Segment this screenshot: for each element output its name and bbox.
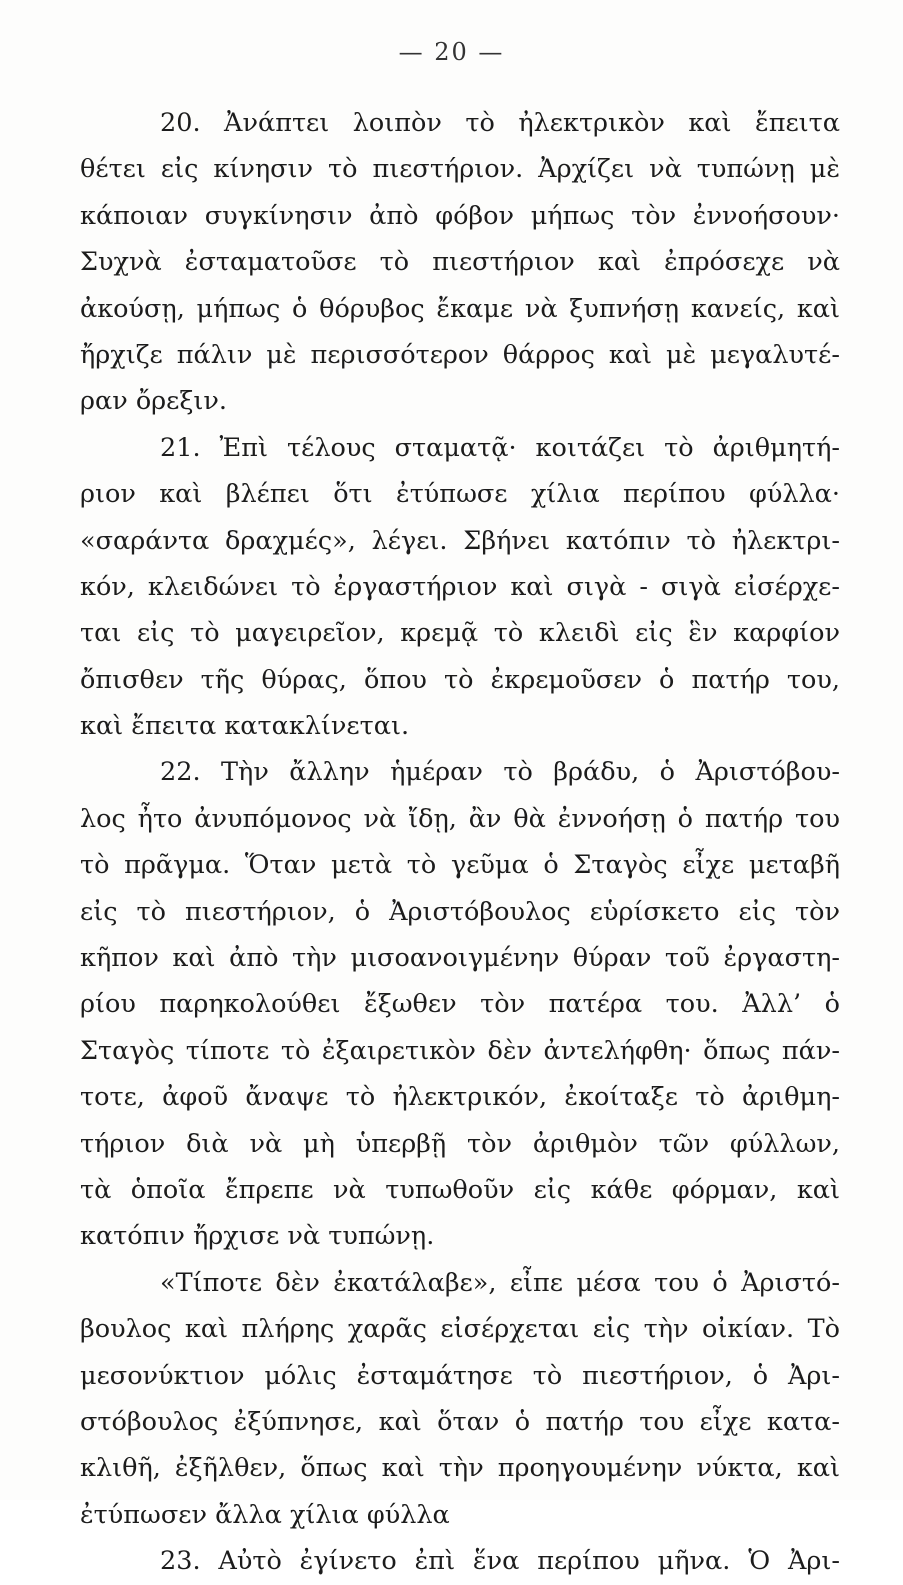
text-line: 23. Αὐτὸ ἐγίνετο ἐπὶ ἕνα περίπου μῆνα. Ὁ Ἀρι-	[160, 1546, 840, 1577]
text-line: ραν ὄρεξιν.	[80, 386, 228, 417]
text-line: λος ἦτο ἀνυπόμονος νὰ ἴδῃ, ἂν θὰ ἐννοήσῃ ὁ πατήρ του	[80, 803, 840, 834]
text-line: 21. Ἐπὶ τέλους σταματᾷ· κοιτάζει τὸ ἀριθμητή-	[160, 432, 840, 463]
text-line: ἀκούσῃ, μήπως ὁ θόρυβος ἔκαμε νὰ ξυπνήσῃ κανείς, καὶ	[80, 293, 840, 324]
text-line: κάποιαν συγκίνησιν ἀπὸ φόβον μήπως τὸν ἐννοήσουν·	[80, 200, 840, 231]
text-line: μεσονύκτιον μόλις ἐσταμάτησε τὸ πιεστήριον, ὁ Ἀρι-	[80, 1360, 840, 1391]
text-line: τὸ πρᾶγμα. Ὅταν μετὰ τὸ γεῦμα ὁ Σταγὸς εἶχε μεταβῆ	[80, 850, 840, 881]
text-line: 22. Τὴν ἄλλην ἡμέραν τὸ βράδυ, ὁ Ἀριστόβου-	[160, 757, 840, 788]
text-line: 20. Ἀνάπτει λοιπὸν τὸ ἠλεκτρικὸν καὶ ἔπειτα	[160, 108, 840, 138]
text-line: «σαράντα δραχμές», λέγει. Σβήνει κατόπιν τὸ ἠλεκτρι-	[80, 525, 840, 556]
text-line: ται εἰς τὸ μαγειρεῖον, κρεμᾷ τὸ κλειδὶ εἰς ἓν καρφίον	[80, 618, 840, 649]
text-line: τοτε, ἀφοῦ ἄναψε τὸ ἠλεκτρικόν, ἐκοίταξε τὸ ἀριθμη-	[80, 1082, 840, 1113]
text-line: ρίου παρηκολούθει ἔξωθεν τὸν πατέρα του. Ἀλλ’ ὁ	[80, 989, 840, 1020]
text-line: στόβουλος ἐξύπνησε, καὶ ὅταν ὁ πατήρ του εἶχε κατα-	[80, 1406, 840, 1437]
text-line: τήριον διὰ νὰ μὴ ὑπερβῇ τὸν ἀριθμὸν τῶν φύλλων,	[80, 1128, 840, 1159]
text-line: κῆπον καὶ ἀπὸ τὴν μισοανοιγμένην θύραν τοῦ ἐργαστη-	[80, 943, 840, 974]
text-line: Συχνὰ ἐσταματοῦσε τὸ πιεστήριον καὶ ἐπρόσεχε νὰ	[80, 247, 840, 278]
text-line: ριον καὶ βλέπει ὅτι ἐτύπωσε χίλια περίπου φύλλα·	[80, 479, 840, 510]
text-line: ἤρχιζε πάλιν μὲ περισσότερον θάρρος καὶ μὲ μεγαλυτέ-	[80, 339, 840, 370]
text-line: κόν, κλειδώνει τὸ ἐργαστήριον καὶ σιγὰ - σιγὰ εἰσέρχε-	[80, 571, 840, 602]
text-line: κλιθῆ, ἐξῆλθεν, ὅπως καὶ τὴν προηγουμένην νύκτα, καὶ	[80, 1453, 840, 1484]
page-number: — 20 —	[398, 38, 505, 66]
text-line: καὶ ἔπειτα κατακλίνεται.	[80, 711, 410, 742]
text-line: Σταγὸς τίποτε τὸ ἐξαιρετικὸν δὲν ἀντελήφθη· ὅπως πάν-	[80, 1035, 840, 1066]
text-line: «Τίποτε δὲν ἐκατάλαβε», εἶπε μέσα του ὁ Ἀριστό-	[160, 1267, 840, 1298]
text-line: ἐτύπωσεν ἄλλα χίλια φύλλα	[80, 1499, 450, 1530]
body-text	[80, 100, 840, 1585]
text-line: εἰς τὸ πιεστήριον, ὁ Ἀριστόβουλος εὑρίσκετο εἰς τὸν	[80, 896, 840, 927]
text-line: τὰ ὁποῖα ἔπρεπε νὰ τυπωθοῦν εἰς κάθε φόρμαν, καὶ	[80, 1174, 840, 1205]
text-line: θέτει εἰς κίνησιν τὸ πιεστήριον. Ἀρχίζει νὰ τυπώνῃ μὲ	[80, 154, 840, 185]
text-line: ὄπισθεν τῆς θύρας, ὅπου τὸ ἐκρεμοῦσεν ὁ πατήρ του,	[80, 664, 840, 695]
text-line: κατόπιν ἤρχισε νὰ τυπώνῃ.	[80, 1221, 435, 1252]
text-line: βουλος καὶ πλήρης χαρᾶς εἰσέρχεται εἰς τὴν οἰκίαν. Τὸ	[80, 1314, 840, 1345]
